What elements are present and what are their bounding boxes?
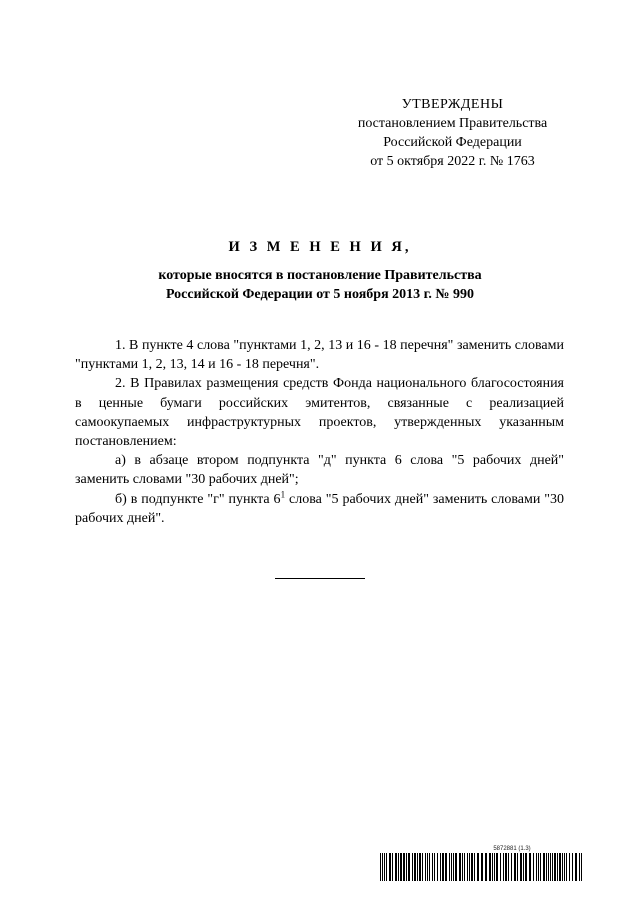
barcode-bar bbox=[579, 853, 580, 881]
barcode-bar bbox=[462, 853, 463, 881]
barcode-bar bbox=[400, 853, 402, 881]
approval-line-2: Российской Федерации bbox=[383, 135, 522, 150]
barcode-bar bbox=[575, 853, 577, 881]
barcode-bar bbox=[517, 853, 518, 881]
barcode-bar bbox=[548, 853, 549, 881]
barcode-bar bbox=[440, 853, 441, 881]
paragraph-4-superscript: 1 bbox=[280, 488, 286, 499]
barcode-image bbox=[380, 853, 584, 881]
barcode-bar bbox=[398, 853, 399, 881]
barcode-bar bbox=[417, 853, 418, 881]
approval-block bbox=[330, 95, 575, 171]
document-body bbox=[75, 336, 564, 528]
barcode-bar bbox=[569, 853, 570, 881]
barcode-bar bbox=[494, 853, 495, 881]
barcode-bar bbox=[564, 853, 565, 881]
barcode-bar bbox=[414, 853, 416, 881]
paragraph-4 bbox=[75, 490, 564, 528]
barcode-bar bbox=[550, 853, 551, 881]
approval-line-3: от 5 октября 2022 г. № 1763 bbox=[370, 154, 535, 169]
barcode-bar bbox=[540, 853, 541, 881]
barcode-bar bbox=[500, 853, 501, 881]
paragraph-2: 2. В Правилах размещения средств Фонда национального благосостояния в ценные бумаги российских эмитентов, связанные с реализацией самоокупаемых инфраструктурных проектов, утвержденных указанным постановлением: bbox=[75, 376, 564, 450]
barcode-bar bbox=[520, 853, 522, 881]
barcode-bar bbox=[536, 853, 537, 881]
barcode-bar bbox=[412, 853, 413, 881]
barcode-bar bbox=[467, 853, 468, 881]
barcode-bar bbox=[382, 853, 383, 881]
barcode-bar bbox=[449, 853, 450, 881]
barcode-bar bbox=[474, 853, 475, 881]
barcode-bar bbox=[395, 853, 397, 881]
barcode-bar bbox=[554, 853, 556, 881]
barcode-bar bbox=[471, 853, 473, 881]
approval-heading: УТВЕРЖДЕНЫ bbox=[401, 97, 504, 112]
barcode-bar bbox=[455, 853, 457, 881]
document-subtitle bbox=[80, 266, 560, 304]
barcode-bar bbox=[422, 853, 423, 881]
barcode-bar bbox=[572, 853, 573, 881]
end-divider bbox=[275, 578, 365, 579]
barcode-label: 5872881 (1.3) bbox=[493, 846, 531, 852]
document-title: И З М Е Н Е Н И Я, bbox=[228, 239, 412, 255]
barcode-bar bbox=[508, 853, 509, 881]
barcode-bar bbox=[429, 853, 430, 881]
barcode-graphic bbox=[380, 853, 584, 881]
barcode-bar bbox=[453, 853, 454, 881]
subtitle-line-1: которые вносятся в постановление Правительства bbox=[158, 268, 482, 283]
barcode-bar bbox=[459, 853, 461, 881]
barcode-bar bbox=[392, 853, 393, 881]
barcode-bar bbox=[408, 853, 410, 881]
barcode-bar bbox=[437, 853, 438, 881]
barcode-bar bbox=[503, 853, 504, 881]
barcode-block bbox=[380, 845, 584, 881]
barcode-bar bbox=[559, 853, 561, 881]
barcode-bar bbox=[432, 853, 433, 881]
barcode-bar bbox=[477, 853, 479, 881]
barcode-bar bbox=[427, 853, 428, 881]
barcode-bar bbox=[543, 853, 545, 881]
barcode-bar bbox=[469, 853, 470, 881]
barcode-bar bbox=[514, 853, 516, 881]
barcode-bar bbox=[485, 853, 487, 881]
barcode-bar bbox=[389, 853, 391, 881]
barcode-bar bbox=[425, 853, 426, 881]
paragraph-4-start: б) в подпункте "г" пункта 6 bbox=[115, 491, 281, 507]
barcode-bar bbox=[380, 853, 381, 881]
barcode-bar bbox=[533, 853, 534, 881]
barcode-bar bbox=[525, 853, 527, 881]
barcode-bar bbox=[562, 853, 563, 881]
barcode-bar bbox=[451, 853, 452, 881]
barcode-bar bbox=[434, 853, 435, 881]
barcode-bar bbox=[505, 853, 507, 881]
barcode-bar bbox=[386, 853, 387, 881]
barcode-bar bbox=[384, 853, 385, 881]
barcode-bar bbox=[529, 853, 531, 881]
barcode-bar bbox=[557, 853, 558, 881]
barcode-bar bbox=[523, 853, 524, 881]
barcode-bar bbox=[403, 853, 405, 881]
subtitle-line-2: Российской Федерации от 5 ноября 2013 г. № 990 bbox=[165, 287, 475, 302]
paragraph-3: а) в абзаце втором подпункта "д" пункта 6 слова "5 рабочих дней" заменить словами "30 рабочих дней"; bbox=[75, 453, 564, 488]
barcode-bar bbox=[538, 853, 539, 881]
paragraph-4-end: слова "5 рабочих дней" заменить словами "30 рабочих дней". bbox=[75, 491, 564, 526]
barcode-bar bbox=[546, 853, 547, 881]
barcode-bar bbox=[406, 853, 407, 881]
barcode-bar bbox=[419, 853, 421, 881]
barcode-bar bbox=[581, 853, 582, 881]
paragraph-1: 1. В пункте 4 слова "пунктами 1, 2, 13 и 16 - 18 перечня" заменить словами "пунктами 1, 2, 13, 14 и 16 - 18 перечня". bbox=[75, 338, 564, 373]
barcode-bar bbox=[464, 853, 465, 881]
barcode-bar bbox=[481, 853, 483, 881]
barcode-bar bbox=[511, 853, 512, 881]
barcode-bar bbox=[492, 853, 493, 881]
barcode-bar bbox=[489, 853, 491, 881]
barcode-bar bbox=[496, 853, 498, 881]
barcode-bar bbox=[445, 853, 447, 881]
barcode-bar bbox=[442, 853, 444, 881]
barcode-bar bbox=[552, 853, 553, 881]
barcode-bar bbox=[566, 853, 567, 881]
approval-line-1: постановлением Правительства bbox=[357, 116, 548, 131]
